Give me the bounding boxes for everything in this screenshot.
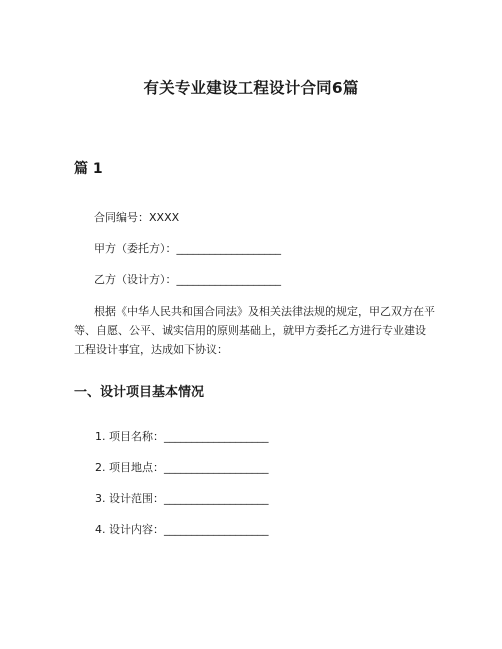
contract-number-line: 合同编号：XXXX [94, 211, 180, 224]
list-item: 2. 项目地点：___________________ [95, 461, 269, 474]
document-title: 有关专业建设工程设计合同6篇 [143, 79, 359, 97]
section-heading: 篇 1 [74, 161, 103, 177]
intro-paragraph [74, 302, 436, 359]
party-b-line: 乙方（设计方）：___________________ [94, 273, 281, 286]
list-item: 1. 项目名称：___________________ [95, 430, 269, 443]
subheading: 一、设计项目基本情况 [74, 385, 205, 400]
list-item: 4. 设计内容：___________________ [95, 523, 269, 536]
intro-paragraph-text: 根据《中华人民共和国合同法》及相关法律法规的规定，甲乙双方在平等、自愿、公平、诚实信用的原则基础上，就甲方委托乙方进行专业建设工程设计事宜，达成如下协议： [74, 305, 435, 356]
party-a-line: 甲方（委托方）：___________________ [94, 242, 281, 255]
list-item: 3. 设计范围：___________________ [95, 492, 269, 505]
